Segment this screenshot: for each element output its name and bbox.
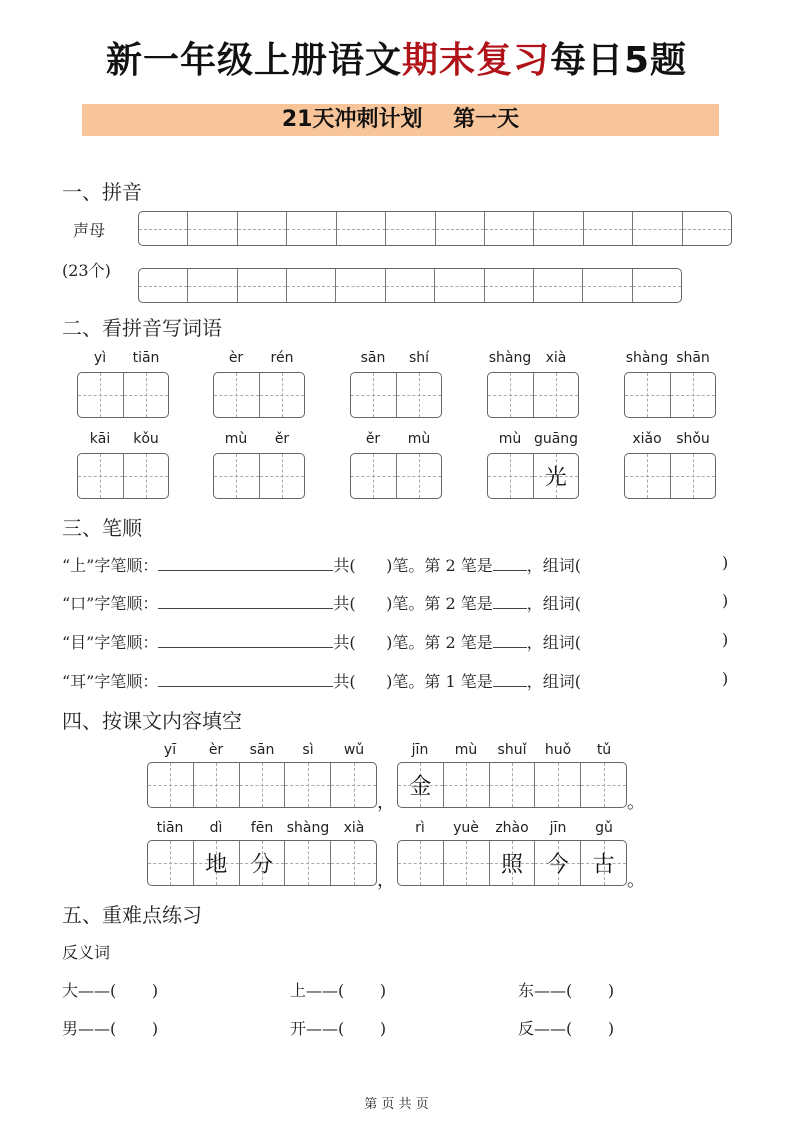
grid-cell[interactable] <box>625 373 670 417</box>
plan-banner: 21天冲刺计划 第一天 <box>82 104 719 136</box>
antonym-item[interactable]: 开——( ) <box>290 1019 387 1038</box>
answer-blank[interactable] <box>493 646 527 648</box>
text-grid[interactable] <box>397 762 627 808</box>
answer-blank[interactable] <box>158 607 333 609</box>
grid-cell[interactable] <box>484 269 533 302</box>
antonyms-label: 反义词 <box>62 943 111 962</box>
grid-cell[interactable] <box>239 841 285 885</box>
grid-cell[interactable] <box>78 373 123 417</box>
grid-cell[interactable] <box>385 269 434 302</box>
pinyin: gǔ <box>595 820 613 836</box>
grid-cell[interactable] <box>237 269 286 302</box>
word-grid[interactable] <box>487 453 579 499</box>
text-grid[interactable] <box>147 840 377 886</box>
pinyin: huǒ <box>544 742 572 758</box>
grid-cell[interactable] <box>489 763 535 807</box>
pinyin: sì <box>302 742 314 758</box>
section2-heading: 二、看拼音写词语 <box>62 316 222 340</box>
word-grid[interactable] <box>624 372 716 418</box>
grid-cell[interactable] <box>632 269 681 302</box>
stroke-question: 第 2 笔是 <box>424 556 493 575</box>
grid-cell[interactable] <box>434 269 483 302</box>
grid-cell[interactable] <box>580 841 626 885</box>
word-grid[interactable] <box>350 453 442 499</box>
grid-cell[interactable] <box>330 841 376 885</box>
grid-cell[interactable] <box>396 454 442 498</box>
given-character: 光 <box>544 465 567 491</box>
writing-grid-row-1[interactable] <box>138 211 732 246</box>
row-prefix: “耳”字笔顺： <box>62 672 159 691</box>
given-character: 今 <box>546 852 569 878</box>
pinyin: jīn <box>549 820 567 836</box>
punctuation: ， <box>377 792 395 813</box>
given-character: 分 <box>250 852 273 878</box>
stroke-order-row <box>62 553 581 576</box>
stroke-order-row <box>62 669 581 692</box>
grid-cell[interactable] <box>336 212 385 245</box>
pinyin: zhào <box>495 820 529 836</box>
pinyin: shuǐ <box>497 742 527 758</box>
antonym-item[interactable]: 东——( ) <box>518 981 615 1000</box>
pinyin: èr <box>228 350 244 366</box>
antonym-item[interactable]: 上——( ) <box>290 981 387 1000</box>
pinyin: shí <box>408 350 430 366</box>
grid-cell[interactable] <box>385 212 434 245</box>
pinyin: shàng <box>286 820 330 836</box>
pinyin: fēn <box>250 820 274 836</box>
pinyin: shàng <box>488 350 532 366</box>
answer-blank[interactable] <box>158 646 333 648</box>
pinyin: dì <box>209 820 223 836</box>
row-prefix: “口”字笔顺： <box>62 594 159 613</box>
grid-cell[interactable] <box>533 373 579 417</box>
word-grid[interactable] <box>213 453 305 499</box>
grid-cell[interactable] <box>284 841 330 885</box>
given-character: 金 <box>409 774 432 800</box>
stroke-count: 共( )笔。 <box>333 633 425 652</box>
initials-count: (23个) <box>62 261 111 280</box>
grid-cell[interactable] <box>580 763 626 807</box>
page-footer: 第 页 共 页 <box>364 1097 429 1112</box>
grid-cell[interactable] <box>193 763 239 807</box>
grid-cell[interactable] <box>286 212 335 245</box>
pinyin: shǒu <box>676 431 710 447</box>
grid-cell[interactable] <box>625 454 670 498</box>
answer-blank[interactable] <box>158 685 333 687</box>
grid-cell[interactable] <box>484 212 533 245</box>
word-grid[interactable] <box>487 372 579 418</box>
close-paren: ) <box>722 553 729 572</box>
word-group: ，组词( <box>526 556 581 575</box>
punctuation: 。 <box>627 870 645 891</box>
pinyin: mù <box>454 742 478 758</box>
grid-cell[interactable] <box>396 373 442 417</box>
grid-cell[interactable] <box>533 212 582 245</box>
grid-cell[interactable] <box>488 373 533 417</box>
grid-cell[interactable] <box>533 454 579 498</box>
grid-cell[interactable] <box>335 269 384 302</box>
title-highlight: 期末复习 <box>401 40 550 81</box>
grid-cell[interactable] <box>534 841 580 885</box>
pinyin: kāi <box>89 431 111 447</box>
grid-cell[interactable] <box>670 373 716 417</box>
section1-heading: 一、拼音 <box>62 180 142 204</box>
grid-cell[interactable] <box>284 763 330 807</box>
punctuation: ， <box>377 870 395 891</box>
page-title <box>0 32 793 83</box>
grid-cell[interactable] <box>193 841 239 885</box>
section5-heading: 五、重难点练习 <box>62 903 202 927</box>
pinyin: ěr <box>365 431 381 447</box>
stroke-order-row <box>62 591 581 614</box>
pinyin: sān <box>360 350 386 366</box>
grid-cell[interactable] <box>139 212 187 245</box>
grid-cell[interactable] <box>187 212 236 245</box>
word-grid[interactable] <box>213 372 305 418</box>
grid-cell[interactable] <box>237 212 286 245</box>
word-grid[interactable] <box>350 372 442 418</box>
title-part2: 每日5题 <box>549 40 688 81</box>
pinyin: èr <box>208 742 224 758</box>
grid-cell[interactable] <box>286 269 335 302</box>
close-paren: ) <box>722 630 729 649</box>
pinyin: tiān <box>132 350 160 366</box>
close-paren: ) <box>722 669 729 688</box>
grid-cell[interactable] <box>259 373 305 417</box>
row-prefix: “目”字笔顺： <box>62 633 159 652</box>
grid-cell[interactable] <box>443 763 489 807</box>
pinyin: sān <box>249 742 275 758</box>
grid-cell[interactable] <box>139 269 187 302</box>
grid-cell[interactable] <box>330 763 376 807</box>
grid-cell[interactable] <box>148 763 193 807</box>
antonym-item[interactable]: 反——( ) <box>518 1019 615 1038</box>
initials-label: 声母 <box>73 221 106 240</box>
grid-cell[interactable] <box>214 373 259 417</box>
antonym-item[interactable]: 男——( ) <box>62 1019 159 1038</box>
stroke-count: 共( )笔。 <box>333 556 425 575</box>
given-character: 照 <box>500 852 523 878</box>
stroke-count: 共( )笔。 <box>333 672 425 691</box>
stroke-order-row <box>62 630 581 653</box>
pinyin: mù <box>407 431 431 447</box>
pinyin: rì <box>415 820 425 836</box>
pinyin: kǒu <box>133 431 159 447</box>
pinyin: yuè <box>453 820 479 836</box>
grid-cell[interactable] <box>351 373 396 417</box>
pinyin: wǔ <box>343 742 365 758</box>
answer-blank[interactable] <box>493 569 527 571</box>
word-grid[interactable] <box>77 372 169 418</box>
grid-cell[interactable] <box>398 841 443 885</box>
stroke-question: 第 2 笔是 <box>424 633 493 652</box>
grid-cell[interactable] <box>534 763 580 807</box>
pinyin: yī <box>163 742 177 758</box>
pinyin: shàng <box>625 350 669 366</box>
given-character: 地 <box>205 852 228 878</box>
writing-grid-row-2[interactable] <box>138 268 682 303</box>
pinyin: xià <box>343 820 365 836</box>
pinyin: xiǎo <box>632 431 662 447</box>
pinyin: tiān <box>156 820 184 836</box>
pinyin: mù <box>224 431 248 447</box>
pinyin: ěr <box>274 431 290 447</box>
word-group: ，组词( <box>526 672 581 691</box>
grid-cell[interactable] <box>78 454 123 498</box>
title-part1: 新一年级上册语文 <box>105 40 402 81</box>
text-grid[interactable] <box>147 762 377 808</box>
pinyin: jīn <box>411 742 429 758</box>
grid-cell[interactable] <box>682 212 731 245</box>
grid-cell[interactable] <box>533 269 582 302</box>
row-prefix: “上”字笔顺： <box>62 556 159 575</box>
grid-cell[interactable] <box>489 841 535 885</box>
grid-cell[interactable] <box>351 454 396 498</box>
grid-cell[interactable] <box>123 454 169 498</box>
grid-cell[interactable] <box>187 269 236 302</box>
grid-cell[interactable] <box>398 763 443 807</box>
answer-blank[interactable] <box>158 569 333 571</box>
stroke-question: 第 2 笔是 <box>424 594 493 613</box>
word-group: ，组词( <box>526 633 581 652</box>
grid-cell[interactable] <box>670 454 716 498</box>
pinyin: shān <box>676 350 710 366</box>
answer-blank[interactable] <box>493 607 527 609</box>
grid-cell[interactable] <box>583 212 632 245</box>
antonym-item[interactable]: 大——( ) <box>62 981 159 1000</box>
grid-cell[interactable] <box>259 454 305 498</box>
grid-cell[interactable] <box>632 212 681 245</box>
word-group: ，组词( <box>526 594 581 613</box>
given-character: 古 <box>592 852 615 878</box>
word-grid[interactable] <box>77 453 169 499</box>
answer-blank[interactable] <box>493 685 527 687</box>
pinyin: tǔ <box>596 742 612 758</box>
grid-cell[interactable] <box>488 454 533 498</box>
grid-cell[interactable] <box>582 269 631 302</box>
pinyin: rén <box>270 350 294 366</box>
grid-cell[interactable] <box>239 763 285 807</box>
pinyin: guāng <box>533 431 579 447</box>
stroke-count: 共( )笔。 <box>333 594 425 613</box>
grid-cell[interactable] <box>148 841 193 885</box>
section3-heading: 三、笔顺 <box>62 516 142 540</box>
grid-cell[interactable] <box>123 373 169 417</box>
word-grid[interactable] <box>624 453 716 499</box>
stroke-question: 第 1 笔是 <box>424 672 493 691</box>
text-grid[interactable] <box>397 840 627 886</box>
grid-cell[interactable] <box>443 841 489 885</box>
pinyin: yì <box>93 350 107 366</box>
grid-cell[interactable] <box>435 212 484 245</box>
punctuation: 。 <box>627 792 645 813</box>
pinyin: mù <box>498 431 522 447</box>
pinyin: xià <box>545 350 567 366</box>
grid-cell[interactable] <box>214 454 259 498</box>
close-paren: ) <box>722 591 729 610</box>
section4-heading: 四、按课文内容填空 <box>62 709 242 733</box>
